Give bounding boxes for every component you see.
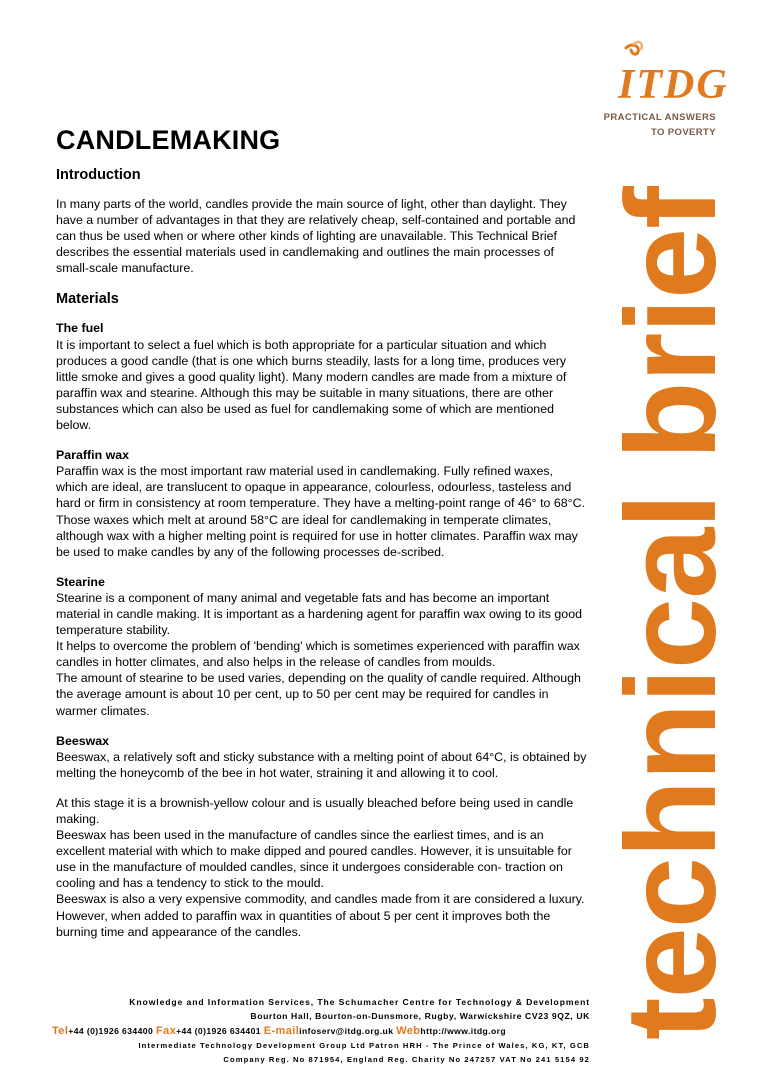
- document-body: [56, 124, 588, 940]
- stearine-paragraph-1: Stearine is a component of many animal and vegetable fats and has become an important material in candle making. It is important as a hardening agent for paraffin wax owing to its good temperature stability.: [56, 590, 582, 638]
- web-label: Web: [396, 1025, 421, 1037]
- intro-paragraph: In many parts of the world, candles provide the main source of light, other than daylight. They have a number of advantages in that they are relatively cheap, self-contained and portable and can thus be used when or where other kinds of lighting are unavailable. This Technical Brief describes the essential materials used in candlemaking and outlines the main processes of small-scale manufacture.: [56, 197, 576, 276]
- logo-tagline-2: TO POVERTY: [650, 127, 716, 138]
- tel-label: Tel: [52, 1025, 69, 1037]
- beeswax-heading: Beeswax: [56, 733, 110, 748]
- footer-patron-line: Intermediate Technology Development Group Ltd Patron HRH - The Prince of Wales, KG, KT, GCB: [138, 1041, 590, 1050]
- document-title: CANDLEMAKING: [56, 125, 281, 155]
- materials-heading: Materials: [56, 291, 119, 308]
- footer-address-line: Bourton Hall, Bourton-on-Dunsmore, Rugby, Warwickshire CV23 9QZ, UK: [250, 1011, 590, 1021]
- paraffin-heading: Paraffin wax: [56, 448, 129, 463]
- beeswax-paragraph-4: Beeswax is also a very expensive commodity, and candles made from it are considered a luxury. However, when added to paraffin wax in quantities of about 5 per cent it improves both the burning time and appearance of the candles.: [56, 892, 585, 939]
- beeswax-paragraph-1: Beeswax, a relatively soft and sticky substance with a melting point of about 64°C, is obtained by melting the honeycomb of the bee in hot water, straining it and allowing it to cool.: [56, 749, 587, 780]
- fuel-paragraph: It is important to select a fuel which is both appropriate for a particular situation and which produces a good candle (that is one which burns steadily, lasts for a long time, produces very little smoke and gives a good quality light). Many modern candles are made from a mixture of paraffin wax and stearine. Although this may be suitable in many situations, there are other substances which can also be used as fuel for candlemaking some of which are mentioned below.: [56, 337, 567, 433]
- footer-org-line: Knowledge and Information Services, The Schumacher Centre for Technology & Development: [129, 997, 590, 1007]
- email-label: E-mail: [263, 1025, 300, 1037]
- footer-contact-line: [52, 1023, 590, 1039]
- page-footer: [52, 995, 590, 1067]
- fax-label: Fax: [155, 1025, 177, 1037]
- stearine-heading: Stearine: [56, 574, 105, 589]
- footer-registration-line: Company Reg. No 871954, England Reg. Charity No 247257 VAT No 241 5154 92: [223, 1055, 590, 1064]
- fuel-heading: The fuel: [56, 321, 104, 336]
- itdg-logo: [603, 40, 742, 150]
- email-value[interactable]: infoserv@itdg.org.uk: [299, 1026, 394, 1036]
- paraffin-paragraph: Paraffin wax is the most important raw material used in candlemaking. Fully refined waxes, which are ideal, are translucent to opaque in appearance, colourless, odourless, tasteless and hard or firm in consistency at room temperature. They have a melting-point range of 46° to 68°C. Those waxes which melt at around 58°C are ideal for candlemaking in temperate climates, although wax with a higher melting point is required for use in hotter climates. Paraffin wax may be used to make candles by any of the following processes de-scribed.: [56, 464, 585, 559]
- tel-value: +44 (0)1926 634400: [68, 1026, 154, 1036]
- beeswax-paragraph-2: At this stage it is a brownish-yellow colour and is usually bleached before being used in candle making.: [56, 795, 574, 826]
- technical-brief-banner: technical brief: [600, 187, 743, 1040]
- beeswax-paragraph-3: Beeswax has been used in the manufacture of candles since the earliest times, and is an excellent material with which to make dipped and poured candles. However, it is unsuitable for use in the manufacture of moulded candles, since it undergoes considerable con- traction on cooling and has a tendency to stick to the mould.: [56, 828, 572, 891]
- logo-wordmark: ITDG: [618, 62, 729, 108]
- logo-tagline-1: PRACTICAL ANSWERS: [603, 112, 716, 123]
- intro-heading: Introduction: [56, 167, 141, 183]
- web-value[interactable]: http://www.itdg.org: [420, 1026, 506, 1036]
- stearine-paragraph-2: It helps to overcome the problem of 'bending' which is sometimes experienced with paraffin wax candles in hotter climates, and also helps in the release of candles from moulds.: [56, 639, 580, 670]
- stearine-paragraph-3: The amount of stearine to be used varies, depending on the quality of candle required. Although the average amount is about 10 per cent, up to 50 per cent may be required for candles in warmer climates.: [56, 671, 581, 718]
- fax-value: +44 (0)1926 634401: [176, 1026, 261, 1036]
